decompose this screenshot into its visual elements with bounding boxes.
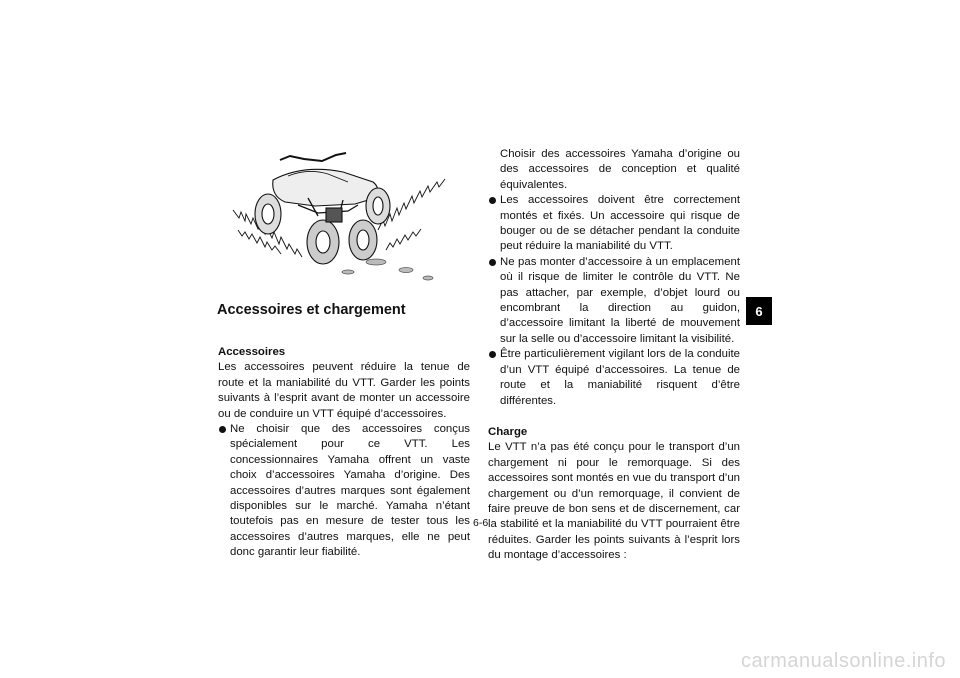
- page-number: 6-6: [473, 517, 489, 529]
- section-title: Accessoires et chargement: [217, 302, 406, 318]
- list-item: [218, 422, 470, 561]
- bullet-icon: [219, 426, 226, 433]
- spacer: [488, 409, 740, 425]
- bullet-text: Ne choisir que des accessoires conçus spécialement pour ce VTT. Les concessionnaires Yamaha offrent un vaste choix d’accessoires Yamaha d’origine. Des accessoires d’autres marques sont également disponibles sur le marché. Yamaha n’étant toutefois pas en mesure de tester tous les accessoires d’autres marques, elle ne peut donc garantir leur fiabilité.: [230, 423, 470, 559]
- ground-patches: [342, 259, 433, 280]
- list-item: [488, 347, 740, 409]
- bullet-icon: [489, 197, 496, 204]
- bullet-continued-text: Choisir des accessoires Yamaha d’origine ou des accessoires de conception et qualité équivalentes.: [500, 148, 740, 191]
- atv-wheel-rear-right: [366, 188, 390, 224]
- atv-wheel-front-left: [307, 220, 339, 264]
- accessories-bullet-list-continued: [488, 193, 740, 409]
- atv-body: [273, 169, 378, 206]
- charge-text: Le VTT n’a pas été conçu pour le transport d’un chargement ni pour le remorquage. Si des accessoires sont montés en vue du transport d’un chargement ou d’un remorquage, il convient de faire preuve de bon sens et de discernement, car la stabilité et la maniabilité du VTT pourraient être réduites. Garder les points suivants à l’esprit lors du montage d’accessoires :: [488, 441, 740, 562]
- accessories-subtitle: Accessoires: [218, 346, 286, 358]
- atv-handlebar: [280, 153, 346, 161]
- bullet-icon: [489, 259, 496, 266]
- watermark: carmanualsonline.info: [740, 650, 946, 672]
- atv-wheel-rear-left: [255, 194, 281, 234]
- bullet-text: Ne pas monter d’accessoire à un emplacement où il risque de limiter le contrôle du VTT. Ne pas attacher, par exemple, d’objet lourd ou encombrant la direction au guidon, d’accessoire limitant la liberté de mouvement sur la selle ou d’accessoire limitant la visibilité.: [500, 255, 740, 345]
- charge-subtitle: Charge: [488, 425, 528, 438]
- bullet-text: Les accessoires doivent être correctement montés et fixés. Un accessoire qui risque de bouger ou de se détacher pendant la conduite peut réduire la maniabilité du VTT.: [500, 194, 740, 253]
- bullet-icon: [489, 351, 496, 358]
- chapter-tab: 6: [746, 297, 772, 325]
- accessories-bullet-list: [218, 422, 470, 561]
- list-item: [488, 193, 740, 255]
- bullet-text: Être particulièrement vigilant lors de la conduite d’un VTT équipé d’accessoires. La tenue de route et la maniabilité risquent d’être différentes.: [500, 348, 740, 407]
- accessories-intro: Les accessoires peuvent réduire la tenue de route et la maniabilité du VTT. Garder les points suivants à l’esprit avant de monter un accessoire ou de conduire un VTT équipé d’accessoires.: [218, 361, 470, 420]
- list-item: [488, 255, 740, 347]
- atv-illustration: [228, 150, 460, 290]
- atv-wheel-front-right: [349, 220, 377, 260]
- left-column: [218, 345, 470, 561]
- atv-in-grass-illustration: [228, 150, 460, 290]
- right-column: [488, 147, 740, 564]
